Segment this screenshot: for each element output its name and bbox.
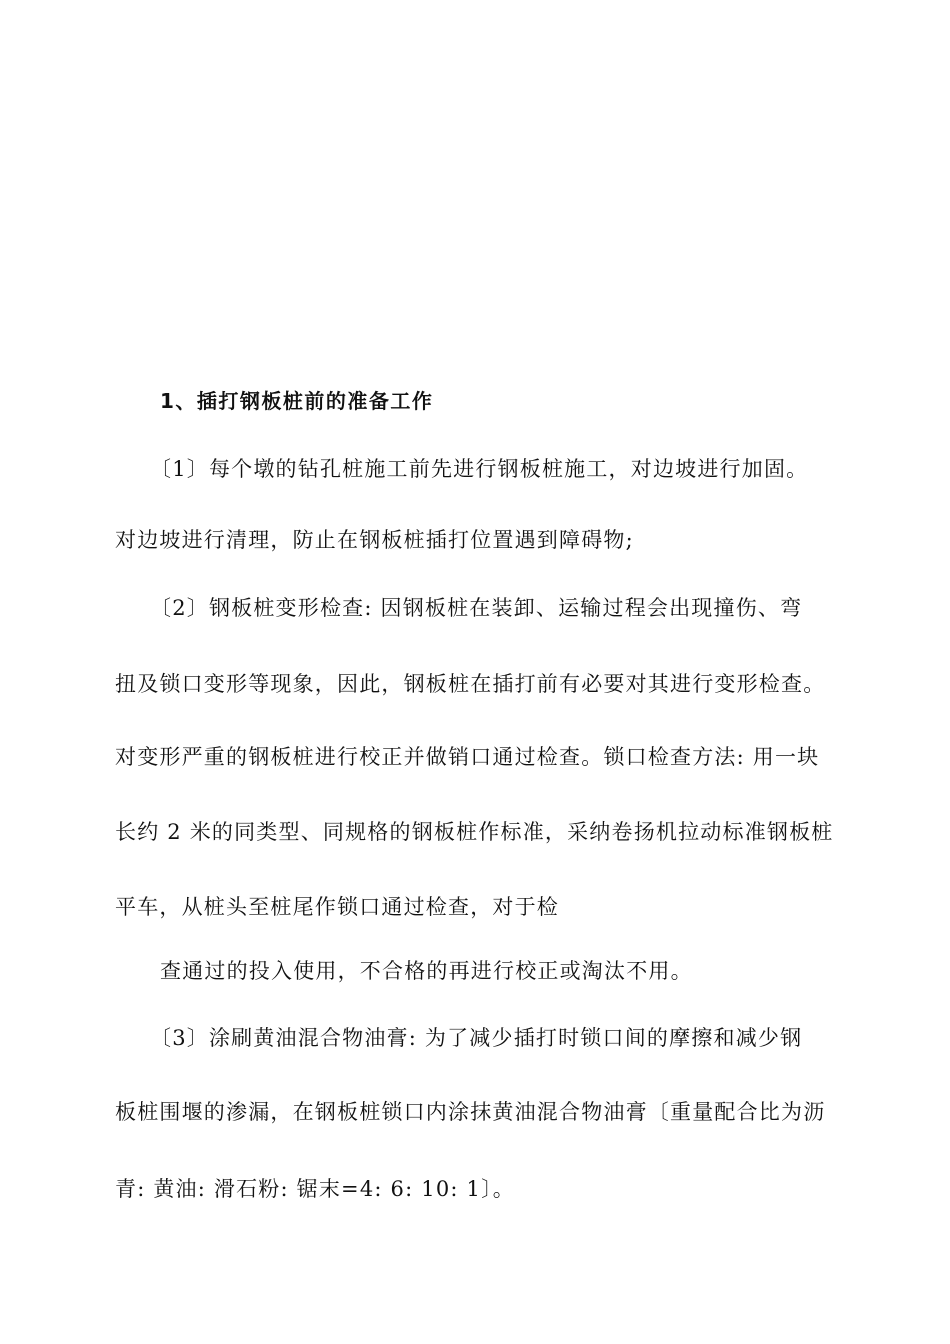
paragraph-1-line-2: 对边坡进行清理，防止在钢板桩插打位置遇到障碍物;	[115, 528, 634, 552]
section-heading: 1、插打钢板桩前的准备工作	[160, 389, 434, 413]
paragraph-3-line-3: 青: 黄油: 滑石粉: 锯末=4: 6: 10: 1〕。	[115, 1177, 516, 1201]
paragraph-2-line-4: 长约 2 米的同类型、同规格的钢板桩作标准，采纳卷扬机拉动标准钢板桩	[115, 820, 834, 844]
paragraph-1-line-1: 〔1〕每个墩的钻孔桩施工前先进行钢板桩施工，对边坡进行加固。	[150, 457, 809, 481]
paragraph-2-line-6: 查通过的投入使用，不合格的再进行校正或淘汰不用。	[160, 959, 693, 983]
paragraph-2-line-2: 扭及锁口变形等现象，因此，钢板桩在插打前有必要对其进行变形检查。	[115, 672, 826, 696]
paragraph-3-line-2: 板桩围堰的渗漏，在钢板桩锁口内涂抹黄油混合物油膏〔重量配合比为沥	[115, 1100, 826, 1124]
paragraph-3-line-1: 〔3〕涂刷黄油混合物油膏: 为了减少插打时锁口间的摩擦和减少钢	[150, 1026, 803, 1050]
paragraph-2-line-3: 对变形严重的钢板桩进行校正并做销口通过检查。锁口检查方法: 用一块	[115, 745, 820, 769]
paragraph-2-line-1: 〔2〕钢板桩变形检查: 因钢板桩在装卸、运输过程会出现撞伤、弯	[150, 596, 803, 620]
paragraph-2-line-5: 平车，从桩头至桩尾作锁口通过检查，对于检	[115, 895, 559, 919]
